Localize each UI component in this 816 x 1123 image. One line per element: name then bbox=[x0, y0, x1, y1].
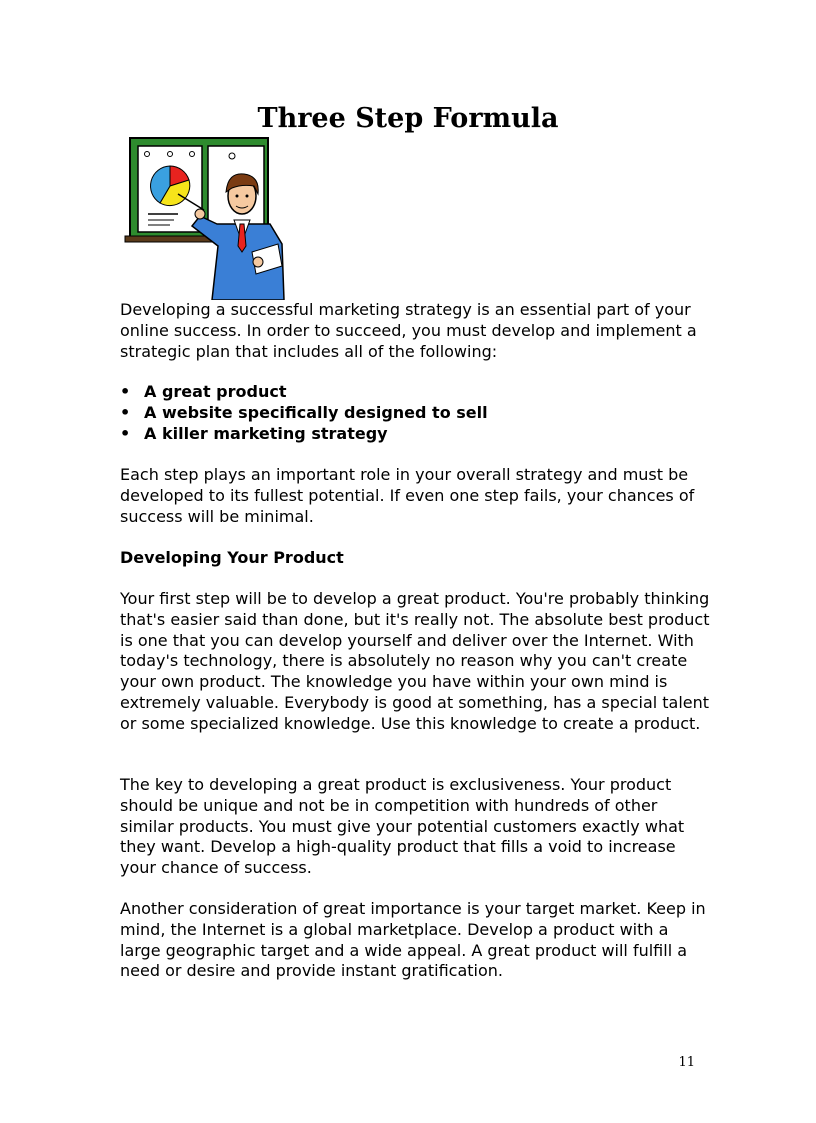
list-item: • A great product bbox=[120, 382, 287, 401]
page-title: Three Step Formula bbox=[257, 103, 559, 134]
list-item: • A killer marketing strategy bbox=[120, 423, 388, 443]
presenter-clipart-icon bbox=[122, 134, 292, 300]
bullet-icon: • bbox=[120, 382, 131, 401]
steps-role-paragraph: Each step plays an important role in your overall strategy and must be developed to its fullest potential. If even one step fails, your chances of success will be minimal. bbox=[120, 465, 695, 526]
page-number: 11 bbox=[678, 1055, 695, 1070]
first-step-paragraph: Your first step will be to develop a great product. You're probably thinking that's easier said than done, but it's really not. The absolute best product is one that you can develop yourself and deliver over the Internet. With today's technology, there is absolutely no reason why you can't create your own product. The knowledge you have within your own mind is extremely valuable. Everybody is good at something, has a special talent or some specialized knowledge. Use this knowledge to create a product. bbox=[120, 589, 710, 733]
bullet-icon: • bbox=[120, 402, 131, 422]
intro-paragraph: Developing a successful marketing strategy is an essential part of your online success. In order to succeed, you must develop and implement a strategic plan that includes all of the following: bbox=[120, 300, 697, 361]
list-item: • A website specifically designed to sell bbox=[120, 402, 488, 422]
strategy-list bbox=[120, 382, 710, 444]
target-market-paragraph: Another consideration of great importance is your target market. Keep in mind, the Internet is a global marketplace. Develop a product with a large geographic target and a wide appeal. A great product will fulfill a need or desire and provide instant gratification. bbox=[120, 899, 706, 981]
exclusiveness-paragraph: The key to developing a great product is exclusiveness. Your product should be unique and not be in competition with hundreds of other similar products. You must give your potential customers exactly what they want. Develop a high-quality product that fills a void to increase your chance of success. bbox=[120, 775, 685, 878]
bullet-icon: • bbox=[120, 423, 131, 443]
section-heading: Developing Your Product bbox=[120, 548, 344, 567]
